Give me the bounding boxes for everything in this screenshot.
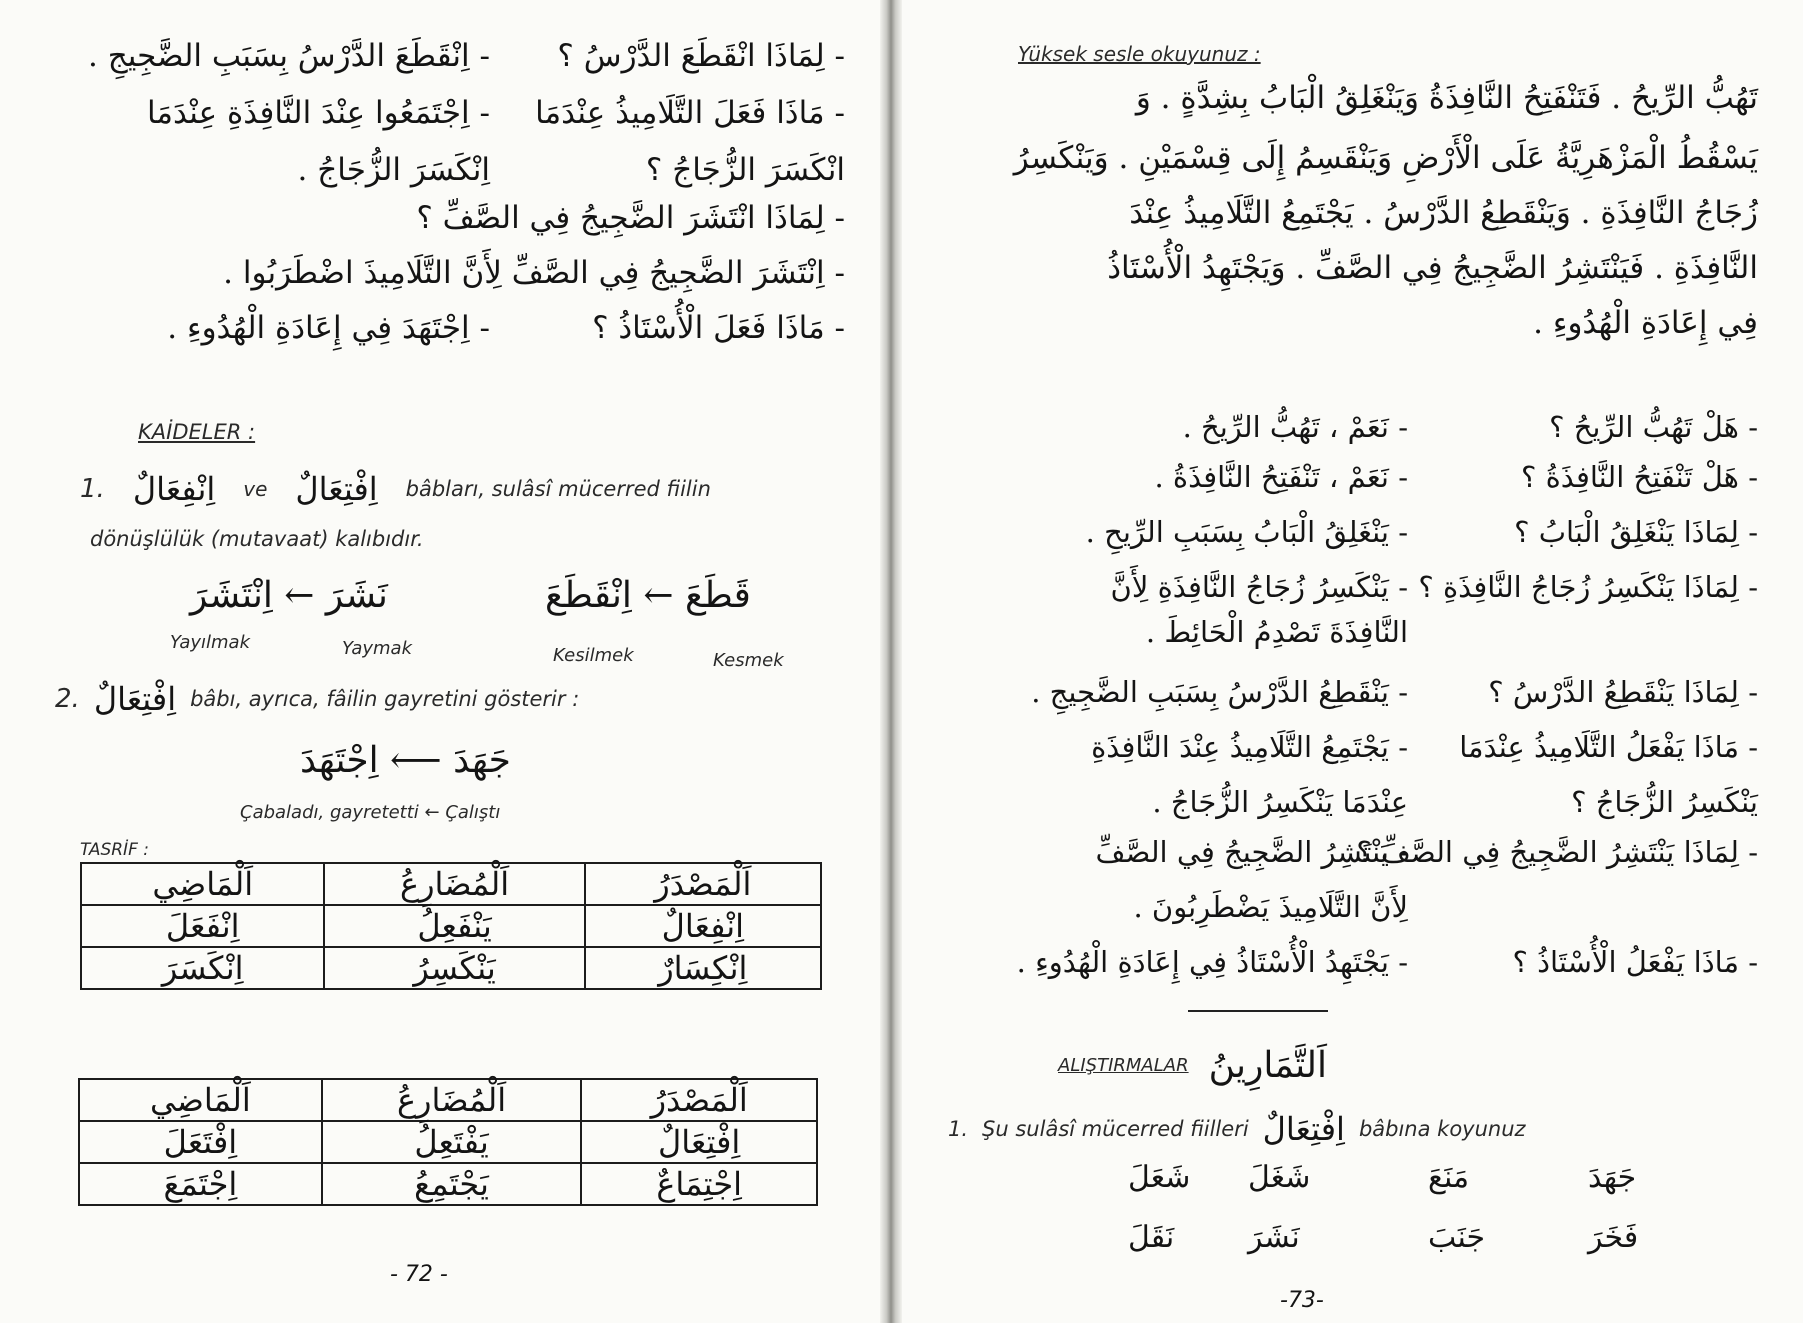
table2-cell: اِفْتِعَالٌ: [581, 1121, 817, 1163]
dialog-answer: - اِجْتَمَعُوا عِنْدَ النَّافِذَةِ عِنْدَمَا: [146, 95, 490, 131]
example-kataa-tr1: Kesilmek: [553, 645, 634, 666]
exercise-arabic-title: اَلتَّمَارِينُ: [1208, 1045, 1328, 1086]
dialog-answer: النَّافِذَةَ تَصْدِمُ الْحَائِطَ .: [1145, 615, 1408, 649]
paragraph-line: النَّافِذَةِ . فَيَنْتَشِرُ الضَّجِيجُ فِي الصَّفِّ . وَيَجْتَهِدُ الْأُسْتَاذُ: [1107, 250, 1758, 286]
rule2-text: bâbı, ayrıca, fâilin gayretini gösterir :: [190, 687, 580, 711]
tasrif-table-infial: [80, 862, 822, 990]
rule2-line: [55, 680, 579, 718]
table1-cell: اِنْفَعَلَ: [81, 905, 324, 947]
paragraph-line: زُجَاجُ النَّافِذَةِ . وَيَنْقَطِعُ الدَّرْسُ . يَجْتَمِعُ التَّلَامِيذُ عِنْدَ: [1129, 195, 1758, 231]
table2-cell: اِفْتَعَلَ: [79, 1121, 322, 1163]
dialog-answer: - يَنْكَسِرُ زُجَاجُ النَّافِذَةِ لِأَنَّ: [1110, 570, 1408, 604]
dialog-answer: - نَعَمْ ، تَنْفَتِحُ النَّافِذَةُ .: [1154, 460, 1408, 494]
rule2-number: 2.: [55, 684, 80, 714]
instruction-text-end: bâbına koyunuz: [1358, 1117, 1526, 1141]
rule2-arabic: اِفْتِعَالٌ: [93, 680, 177, 718]
dialog-question: - لِمَاذَا يَنْكَسِرُ زُجَاجُ النَّافِذَةِ ؟: [1418, 570, 1758, 604]
rule1-arabic-infial: اِنْفِعَالٌ: [132, 470, 216, 508]
instruction-arabic: اِفْتِعَالٌ: [1262, 1110, 1345, 1148]
exercise-title: ALIŞTIRMALAR: [1058, 1055, 1189, 1076]
exercise-verb: جَنَبَ: [1428, 1220, 1486, 1255]
table2-cell: اِجْتَمَعَ: [79, 1163, 322, 1205]
rule2-example: جَهَدَ ⟵ اِجْتَهَدَ: [300, 740, 511, 781]
page-number-left: - 72 -: [390, 1262, 448, 1287]
table2-header: اَلْمُضَارِعُ: [322, 1079, 582, 1121]
dialog-question: - مَاذَا فَعَلَ التَّلَامِيذُ عِنْدَمَا: [535, 95, 845, 131]
exercise-verb: شَعَلَ: [1128, 1160, 1191, 1195]
dialog-question: - مَاذَا يَفْعَلُ التَّلَامِيذُ عِنْدَمَا: [1459, 730, 1758, 764]
dialog-answer: اِنْكَسَرَ الزُّجَاجُ .: [297, 152, 490, 188]
kaideler-title: KAİDELER :: [138, 420, 256, 444]
example-kataa: قَطَعَ ← اِنْقَطَعَ: [545, 575, 751, 616]
dialog-question: انْكَسَرَ الزُّجَاجُ ؟: [645, 152, 845, 188]
dialog-question: - هَلْ تَنْفَتِحُ النَّافِذَةُ ؟: [1520, 460, 1758, 494]
dialog-answer: - يَنْقَطِعُ الدَّرْسُ بِسَبَبِ الضَّجِيجِ .: [1031, 675, 1408, 709]
table1-header: اَلْمَاضِي: [81, 863, 324, 905]
dialog-answer: - يَنْتَشِرُ الضَّجِيجُ فِي الصَّفِّ: [1095, 835, 1408, 869]
exercise-verb: مَنَعَ: [1428, 1160, 1470, 1195]
paragraph-line: تَهُبُّ الرِّيحُ . فَتَنْفَتِحُ النَّافِذَةُ وَيَنْغَلِقُ الْبَابُ بِشِدَّةٍ . وَ: [1135, 80, 1758, 116]
table2-header: اَلْمَاضِي: [79, 1079, 322, 1121]
page-number-right: -73-: [1280, 1288, 1324, 1313]
right-page: [898, 0, 1803, 1323]
paragraph-line: فِي إِعَادَةِ الْهُدُوءِ .: [1533, 305, 1758, 341]
instruction-text: Şu sulâsî mücerred fiilleri: [982, 1117, 1249, 1141]
dialog-question: - هَلْ تَهُبُّ الرِّيحُ ؟: [1549, 410, 1758, 444]
exercise-instruction: [948, 1110, 1526, 1148]
dialog-answer: - نَعَمْ ، تَهُبُّ الرِّيحُ .: [1182, 410, 1408, 444]
dialog-answer: - يَنْغَلِقُ الْبَابُ بِسَبَبِ الرِّيحِ .: [1085, 515, 1408, 549]
left-page: [0, 0, 890, 1323]
example-kataa-tr2: Kesmek: [713, 650, 784, 671]
dialog-question: - اِنْتَشَرَ الضَّجِيجُ فِي الصَّفِّ لِأَنَّ التَّلَامِيذَ اضْطَرَبُوا .: [223, 255, 845, 291]
rule1-text: bâbları, sulâsî mücerred fiilin: [405, 477, 711, 501]
exercise-verb: شَغَلَ: [1248, 1160, 1311, 1195]
dialog-question: - لِمَاذَا انْقَطَعَ الدَّرْسُ ؟: [557, 38, 845, 74]
example-nashara: نَشَرَ ← اِنْتَشَرَ: [190, 575, 388, 616]
instruction-number: 1.: [948, 1117, 969, 1141]
exercise-verb: جَهَدَ: [1588, 1160, 1637, 1195]
exercise-heading: [1058, 1045, 1327, 1086]
reading-heading: Yüksek sesle okuyunuz :: [1018, 42, 1261, 66]
table2-cell: يَفْتَعِلُ: [322, 1121, 582, 1163]
table1-header: اَلْمُضَارِعُ: [324, 863, 584, 905]
dialog-answer: عِنْدَمَا يَنْكَسِرُ الزُّجَاجُ .: [1152, 785, 1408, 819]
dialog-answer: - اِنْقَطَعَ الدَّرْسُ بِسَبَبِ الضَّجِيجِ .: [88, 38, 490, 74]
table1-header: اَلْمَصْدَرُ: [585, 863, 821, 905]
table1-cell: اِنْفِعَالٌ: [585, 905, 821, 947]
table1-cell: اِنْكَسَرَ: [81, 947, 324, 989]
exercise-verb: فَخَرَ: [1588, 1220, 1639, 1255]
table2-cell: اِجْتِمَاعٌ: [581, 1163, 817, 1205]
example-nashara-tr2: Yaymak: [342, 638, 413, 659]
table2-cell: يَجْتَمِعُ: [322, 1163, 582, 1205]
dialog-answer: - يَجْتَمِعُ التَّلَامِيذُ عِنْدَ النَّافِذَةِ: [1091, 730, 1408, 764]
rule2-translation: Çabaladı, gayretetti ← Çalıştı: [240, 802, 501, 823]
dialog-question: - لِمَاذَا يَنْغَلِقُ الْبَابُ ؟: [1514, 515, 1758, 549]
dialog-question: يَنْكَسِرُ الزُّجَاجُ ؟: [1571, 785, 1758, 819]
dialog-answer: - يَجْتَهِدُ الْأُسْتَاذُ فِي إِعَادَةِ الْهُدُوءِ .: [1016, 945, 1408, 979]
rule1-ve: ve: [243, 477, 268, 501]
dialog-question: - مَاذَا فَعَلَ الْأُسْتَاذُ ؟: [592, 310, 845, 346]
example-nashara-tr1: Yayılmak: [170, 632, 251, 653]
dialog-answer: لِأَنَّ التَّلَامِيذَ يَضْطَرِبُونَ .: [1133, 890, 1408, 924]
table2-header: اَلْمَصْدَرُ: [581, 1079, 817, 1121]
dialog-question: - لِمَاذَا يَنْتَشِرُ الضَّجِيجُ فِي الصَّفِّ ؟: [1356, 835, 1758, 869]
exercise-verb: نَقَلَ: [1128, 1220, 1175, 1255]
dialog-answer: - اِجْتَهَدَ فِي إِعَادَةِ الْهُدُوءِ .: [167, 310, 490, 346]
dialog-question: - لِمَاذَا انْتَشَرَ الضَّجِيجُ فِي الصَّفِّ ؟: [416, 200, 845, 236]
exercise-verb: نَشَرَ: [1248, 1220, 1300, 1255]
rule1-number: 1.: [80, 474, 105, 504]
dialog-question: - لِمَاذَا يَنْقَطِعُ الدَّرْسُ ؟: [1488, 675, 1758, 709]
tasrif-title: TASRİF :: [80, 840, 149, 860]
section-divider: [1188, 1010, 1328, 1012]
dialog-question: - مَاذَا يَفْعَلُ الْأُسْتَاذُ ؟: [1512, 945, 1758, 979]
paragraph-line: يَسْقُطُ الْمَزْهَرِيَّةُ عَلَى الْأَرْضِ وَيَنْقَسِمُ إِلَى قِسْمَيْنِ . وَيَنْكَسِرُ: [1013, 140, 1758, 176]
rule1-text-continued: dönüşlülük (mutavaat) kalıbıdır.: [90, 527, 424, 551]
rule1-arabic-iftial: اِفْتِعَالٌ: [295, 470, 378, 508]
table1-cell: اِنْكِسَارٌ: [585, 947, 821, 989]
tasrif-table-iftial: [78, 1078, 818, 1206]
rule1-line: [80, 470, 711, 508]
table1-cell: يَنْكَسِرُ: [324, 947, 584, 989]
table1-cell: يَنْفَعِلُ: [324, 905, 584, 947]
